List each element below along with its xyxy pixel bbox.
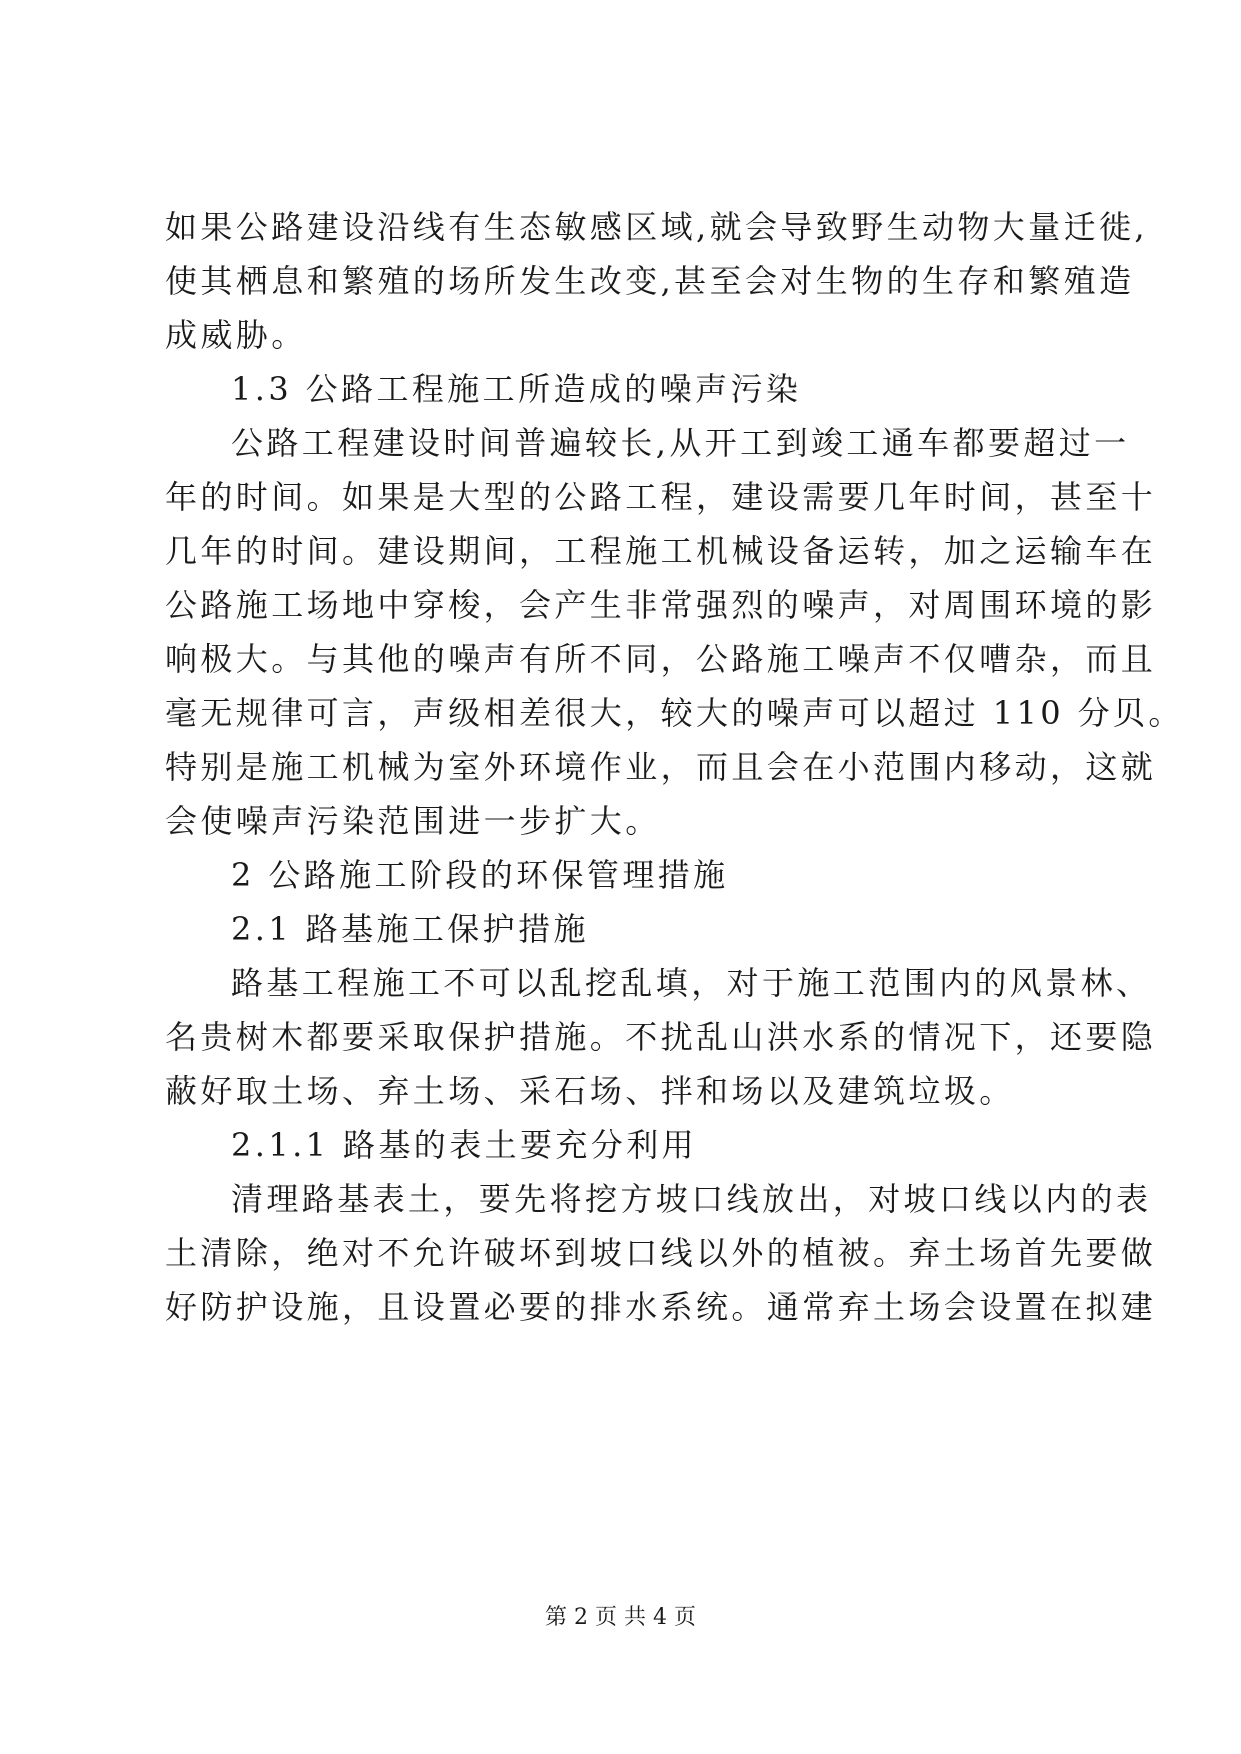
paragraph-start: 清理路基表土，要先将挖方坡口线放出，对坡口线以内的表 <box>231 1180 1152 1218</box>
text-line: 如果公路建设沿线有生态敏感区域,就会导致野生动物大量迁徙, <box>165 208 1148 246</box>
paragraph-start: 公路工程建设时间普遍较长,从开工到竣工通车都要超过一 <box>231 424 1130 462</box>
section-heading: 2 公路施工阶段的环保管理措施 <box>231 856 729 894</box>
text-line: 公路施工场地中穿梭，会产生非常强烈的噪声，对周围环境的影 <box>165 586 1157 624</box>
section-heading: 2.1 路基施工保护措施 <box>231 910 589 948</box>
page-number-footer: 第 2 页 共 4 页 <box>545 1605 696 1630</box>
text-line: 成威胁。 <box>165 316 307 354</box>
text-line: 毫无规律可言，声级相差很大，较大的噪声可以超过 110 分贝。 <box>165 694 1184 732</box>
text-line: 年的时间。如果是大型的公路工程，建设需要几年时间，甚至十 <box>165 478 1157 516</box>
text-line: 土清除，绝对不允许破坏到坡口线以外的植被。弃土场首先要做 <box>165 1234 1157 1272</box>
paragraph-start: 路基工程施工不可以乱挖乱填，对于施工范围内的风景林、 <box>231 964 1152 1002</box>
text-line: 特别是施工机械为室外环境作业，而且会在小范围内移动，这就 <box>165 748 1157 786</box>
text-line: 几年的时间。建设期间，工程施工机械设备运转，加之运输车在 <box>165 532 1157 570</box>
text-line: 会使噪声污染范围进一步扩大。 <box>165 802 661 840</box>
text-line: 响极大。与其他的噪声有所不同，公路施工噪声不仅嘈杂，而且 <box>165 640 1157 678</box>
text-line: 好防护设施，且设置必要的排水系统。通常弃土场会设置在拟建 <box>165 1288 1157 1326</box>
text-line: 蔽好取土场、弃土场、采石场、拌和场以及建筑垃圾。 <box>165 1072 1015 1110</box>
section-heading: 1.3 公路工程施工所造成的噪声污染 <box>231 370 802 408</box>
section-heading: 2.1.1 路基的表土要充分利用 <box>231 1126 697 1164</box>
document-body <box>165 200 1184 1334</box>
text-line: 名贵树木都要采取保护措施。不扰乱山洪水系的情况下，还要隐 <box>165 1018 1157 1056</box>
text-line: 使其栖息和繁殖的场所发生改变,甚至会对生物的生存和繁殖造 <box>165 262 1135 300</box>
